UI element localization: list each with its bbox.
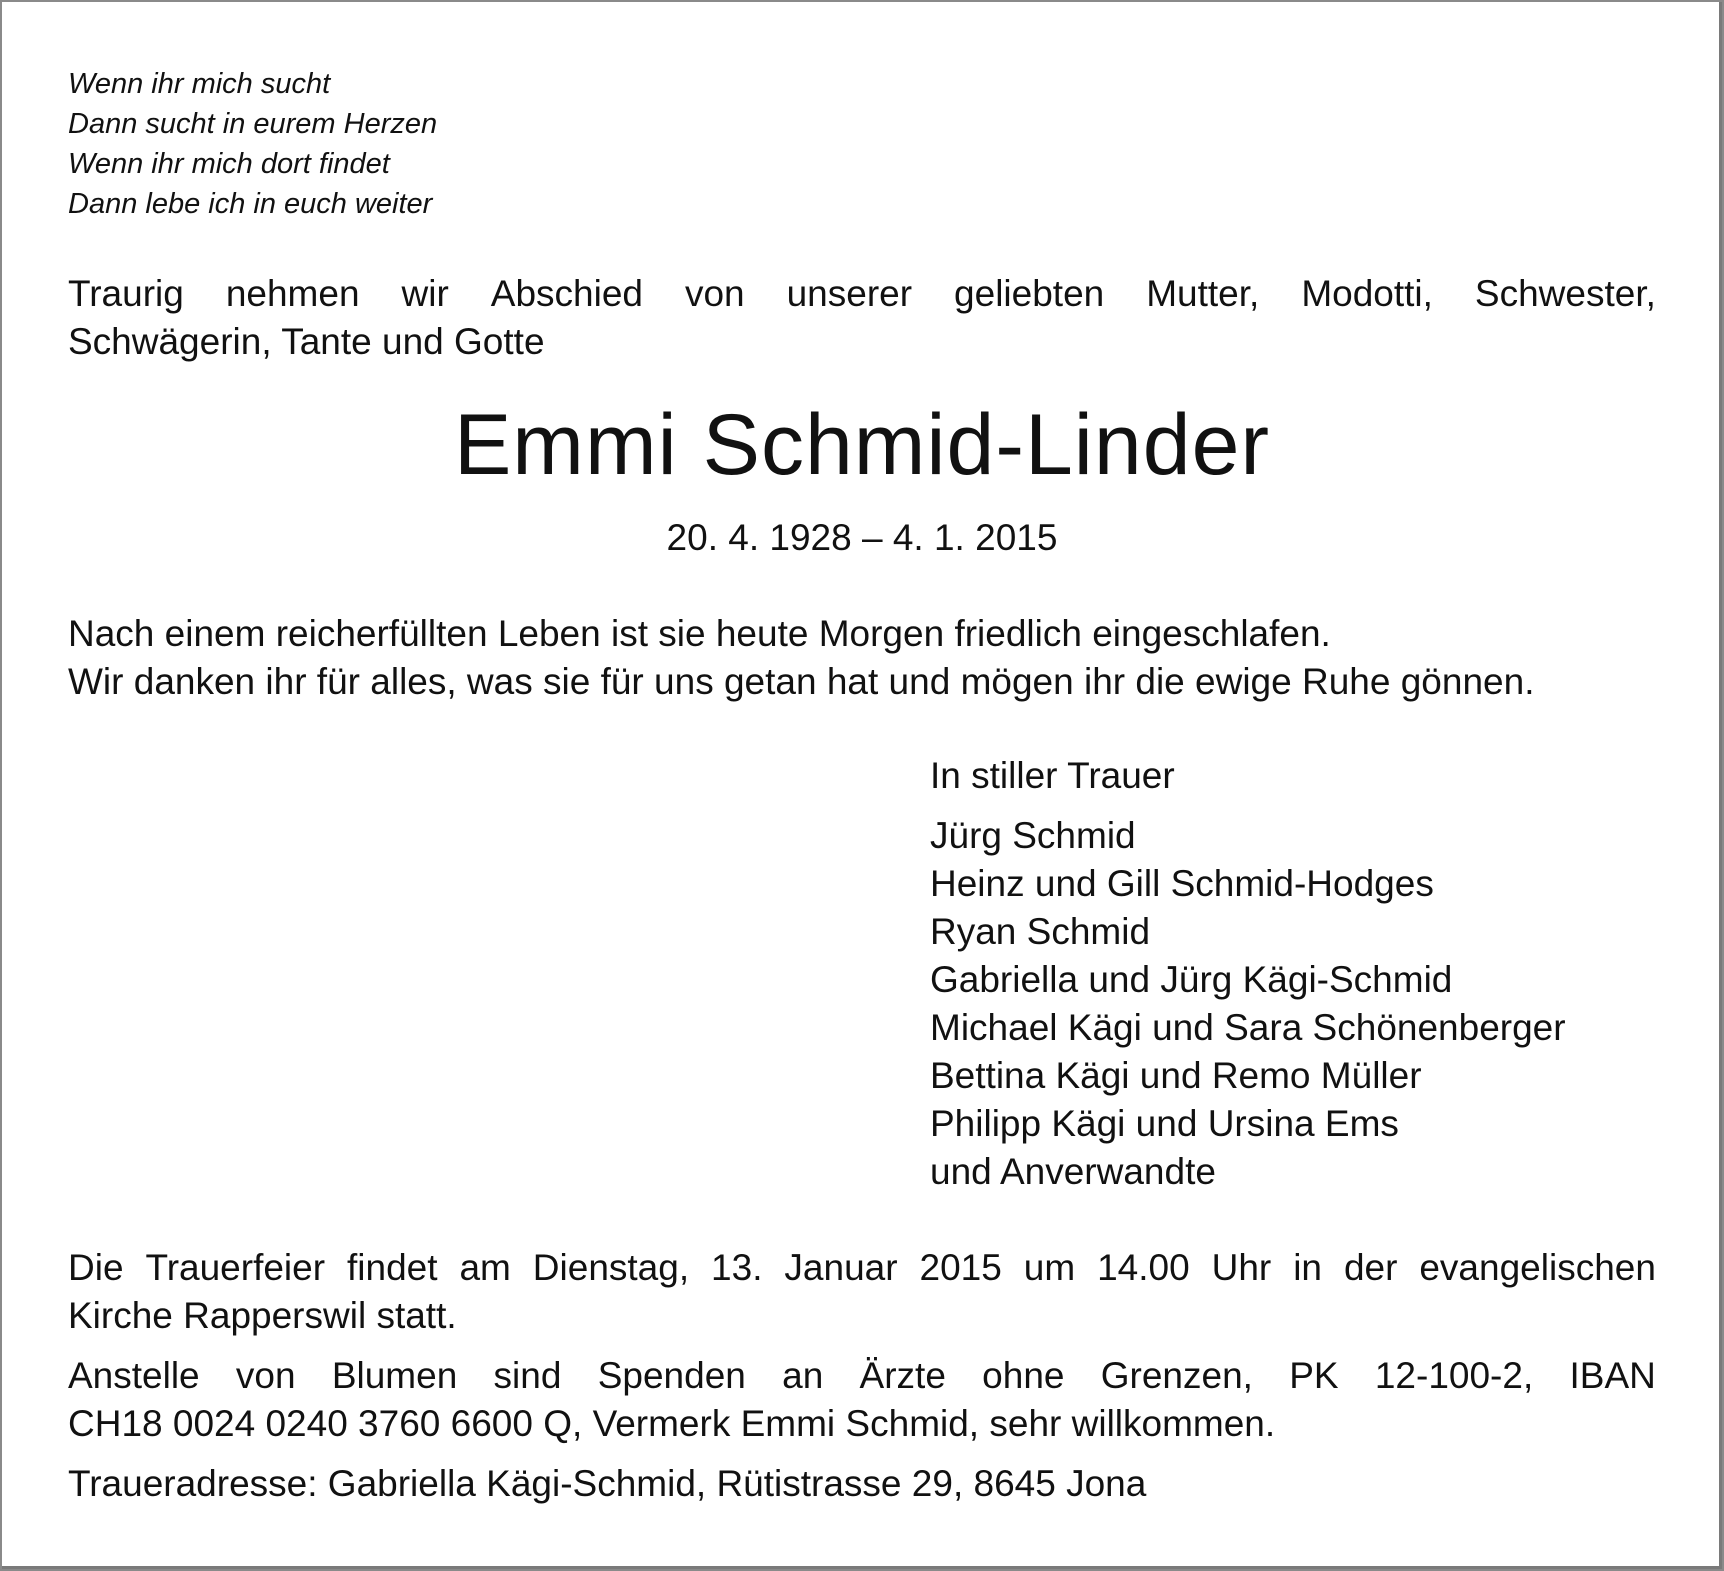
word: unserer bbox=[786, 273, 913, 314]
message-line-2: Wir danken ihr für alles, was sie für uns getan hat und mögen ihr die ewige Ruhe gönnen. bbox=[68, 661, 1535, 702]
poem bbox=[68, 64, 437, 224]
donation-line-1 bbox=[68, 1352, 1656, 1400]
word: 13. bbox=[711, 1247, 763, 1288]
mourner-name: Michael Kägi und Sara Schönenberger bbox=[930, 1007, 1566, 1048]
word: Schwester, bbox=[1474, 273, 1656, 314]
word: Anstelle bbox=[68, 1355, 200, 1396]
mourners-block bbox=[930, 752, 1566, 1196]
life-dates: 20. 4. 1928 – 4. 1. 2015 bbox=[666, 517, 1058, 558]
word: von bbox=[235, 1355, 296, 1396]
mourner-name: Bettina Kägi und Remo Müller bbox=[930, 1055, 1422, 1096]
address-line: Traueradresse: Gabriella Kägi-Schmid, Rütistrasse 29, 8645 Jona bbox=[68, 1463, 1147, 1504]
poem-line: Wenn ihr mich dort findet bbox=[68, 148, 390, 180]
word: Uhr bbox=[1211, 1247, 1272, 1288]
donation-line-2: CH18 0024 0240 3760 6600 Q, Vermerk Emmi Schmid, sehr willkommen. bbox=[68, 1403, 1276, 1444]
word: Traurig bbox=[68, 273, 184, 314]
frame-bottom-edge bbox=[2, 1566, 1722, 1569]
donation-notice bbox=[68, 1352, 1656, 1448]
word: Januar bbox=[784, 1247, 898, 1288]
word: geliebten bbox=[954, 273, 1105, 314]
poem-line: Dann sucht in eurem Herzen bbox=[68, 108, 438, 140]
word: Modotti, bbox=[1301, 273, 1433, 314]
word: von bbox=[684, 273, 745, 314]
word: um bbox=[1023, 1247, 1076, 1288]
word: Mutter, bbox=[1146, 273, 1260, 314]
mourner-name: Heinz und Gill Schmid-Hodges bbox=[930, 863, 1434, 904]
message-line-1: Nach einem reicherfüllten Leben ist sie heute Morgen friedlich eingeschlafen. bbox=[68, 613, 1331, 654]
word: evangelischen bbox=[1419, 1247, 1656, 1288]
mourners-list bbox=[930, 812, 1566, 1196]
word: nehmen bbox=[225, 273, 360, 314]
word: Dienstag, bbox=[532, 1247, 690, 1288]
word: am bbox=[459, 1247, 511, 1288]
word: Blumen bbox=[331, 1355, 458, 1396]
word: 12-100-2, bbox=[1374, 1355, 1534, 1396]
deceased-name: Emmi Schmid-Linder bbox=[453, 397, 1271, 493]
word: Spenden bbox=[597, 1355, 746, 1396]
ceremony-line-1 bbox=[68, 1244, 1656, 1292]
mourner-name: Jürg Schmid bbox=[930, 815, 1136, 856]
ceremony-line-2: Kirche Rapperswil statt. bbox=[68, 1295, 457, 1336]
frame-right-edge bbox=[1719, 2, 1722, 1569]
farewell-message bbox=[68, 610, 1534, 706]
mourner-name: Philipp Kägi und Ursina Ems bbox=[930, 1103, 1399, 1144]
word: der bbox=[1343, 1247, 1398, 1288]
word: Die bbox=[68, 1247, 124, 1288]
mourner-name: Ryan Schmid bbox=[930, 911, 1151, 952]
word: an bbox=[782, 1355, 824, 1396]
intro-paragraph bbox=[68, 270, 1656, 366]
intro-line-1 bbox=[68, 270, 1656, 318]
word: ohne bbox=[982, 1355, 1065, 1396]
word: PK bbox=[1289, 1355, 1339, 1396]
poem-line: Wenn ihr mich sucht bbox=[68, 68, 331, 100]
word: Trauerfeier bbox=[145, 1247, 326, 1288]
word: findet bbox=[347, 1247, 438, 1288]
mourners-heading: In stiller Trauer bbox=[930, 755, 1175, 796]
word: 14.00 bbox=[1097, 1247, 1190, 1288]
intro-line-2: Schwägerin, Tante und Gotte bbox=[68, 321, 545, 362]
mourner-name: Gabriella und Jürg Kägi-Schmid bbox=[930, 959, 1453, 1000]
mourning-address bbox=[68, 1460, 1656, 1508]
ceremony-notice bbox=[68, 1244, 1656, 1340]
word: Ärzte bbox=[859, 1355, 946, 1396]
word: sind bbox=[493, 1355, 562, 1396]
word: IBAN bbox=[1569, 1355, 1656, 1396]
word: 2015 bbox=[919, 1247, 1002, 1288]
word: in bbox=[1293, 1247, 1322, 1288]
mourner-name: und Anverwandte bbox=[930, 1151, 1216, 1192]
word: Grenzen, bbox=[1100, 1355, 1253, 1396]
word: wir bbox=[401, 273, 449, 314]
poem-line: Dann lebe ich in euch weiter bbox=[68, 188, 433, 220]
footer-notes bbox=[68, 1244, 1656, 1520]
word: Abschied bbox=[490, 273, 643, 314]
